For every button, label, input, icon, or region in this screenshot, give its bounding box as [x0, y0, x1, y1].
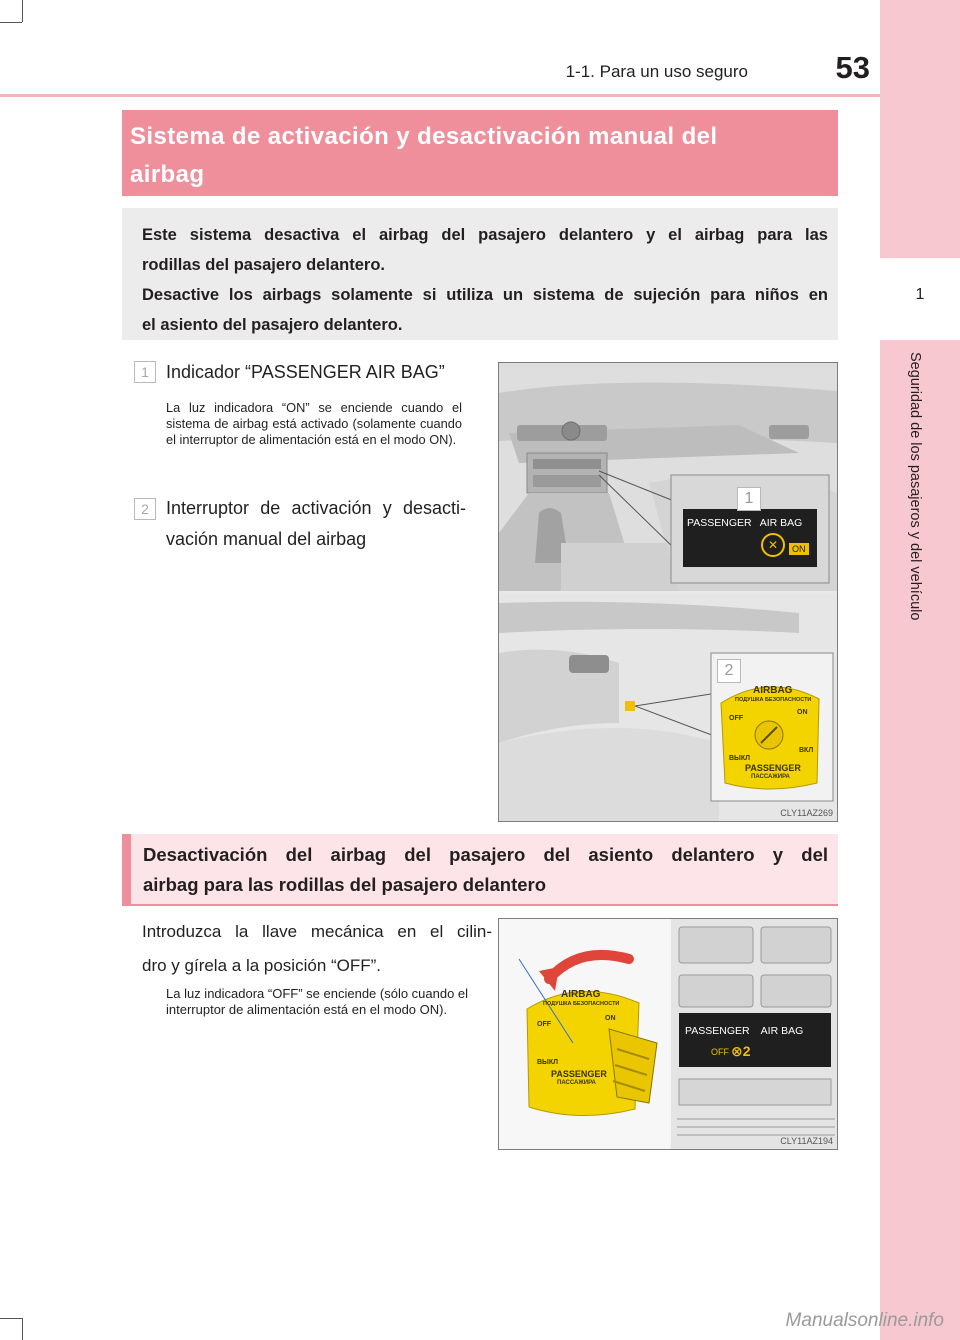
switch-label-passenger: PASSENGER [745, 763, 801, 773]
airbag-off-indicator-icon: ⊗2 [731, 1043, 751, 1059]
figure-callout-2: 2 [717, 659, 741, 683]
switch-label-airbag: AIRBAG [753, 685, 793, 696]
figure-code: CLY11AZ194 [780, 1136, 833, 1146]
chapter-title: Seguridad de los pasajeros y del vehículo [907, 352, 923, 621]
intro-line: rodillas del pasajero delantero. [142, 256, 385, 274]
intro-line: Este sistema desactiva el airbag del pasajero delantero y el airbag para las [142, 226, 828, 244]
indicator-on-light: ON [789, 543, 809, 555]
item-heading [166, 494, 466, 553]
step-line: dro y gírela a la posición “OFF”. [142, 956, 382, 975]
switch-label-passenger-ru: ПАССАЖИРА [557, 1080, 596, 1086]
subsection-title-line: airbag para las rodillas del pasajero delantero [143, 874, 547, 895]
switch-label-on: ON [797, 709, 808, 716]
intro-line: el asiento del pasajero delantero. [142, 316, 403, 334]
crop-mark [22, 1318, 23, 1340]
figure-callout-1: 1 [737, 487, 761, 511]
dashboard-illustration [499, 363, 837, 821]
header-rule [0, 94, 880, 97]
switch-label-airbag-ru: ПОДУШКА БЕЗОПАСНОСТИ [543, 1001, 620, 1007]
intro-line: Desactive los airbags solamente si utiliza un sistema de sujeción para niños en [142, 286, 828, 304]
running-header: 1-1. Para un uso seguro [565, 62, 748, 81]
switch-label-off-ru: ВЫКЛ [537, 1059, 559, 1066]
crop-mark [22, 0, 23, 22]
item-number-badge: 2 [134, 498, 156, 520]
item-heading: Indicador “PASSENGER AIR BAG” [166, 362, 445, 382]
airbag-indicator-icon: ✕ [761, 533, 785, 557]
switch-label-passenger-ru: ПАССАЖИРА [751, 774, 790, 780]
switch-label-off: OFF [537, 1021, 551, 1028]
step-line: Introduzca la llave mecánica en el cilin- [142, 922, 492, 941]
indicator-label: PASSENGER AIR BAG [687, 517, 803, 529]
indicator-off-light: OFF [711, 1047, 729, 1057]
switch-label-on-ru: ВКЛ [799, 747, 814, 754]
switch-label-off-ru: ВЫКЛ [729, 755, 751, 762]
switch-label-passenger: PASSENGER [551, 1069, 607, 1079]
switch-label-off: OFF [729, 715, 743, 722]
step-note: La luz indicadora “OFF” se enciende (sólo cuando el interruptor de alimentación está en el modo ON). [166, 986, 469, 1017]
crop-mark [0, 22, 22, 23]
item-description: La luz indicadora “ON” se enciende cuando el sistema de airbag está activado (solamente cuando el interruptor de alimentación está en el modo ON). [166, 400, 462, 447]
indicator-label: PASSENGER AIR BAG [685, 1025, 804, 1037]
page-number: 53 [835, 50, 870, 85]
figure-deactivate-switch [498, 918, 838, 1150]
section-title-box [122, 110, 838, 196]
step-instruction [142, 918, 492, 980]
crop-mark [0, 1318, 22, 1319]
item-number-badge: 1 [134, 361, 156, 383]
section-title-line: Sistema de activación y desactivación manual del [130, 123, 718, 150]
intro-box [122, 208, 838, 340]
item-heading-line: Interruptor de activación y desacti- [166, 498, 466, 518]
item-heading-line: vación manual del airbag [166, 529, 367, 549]
figure-airbag-indicator-and-switch [498, 362, 838, 822]
section-title-line: airbag [130, 161, 205, 188]
subsection-title-line: Desactivación del airbag del pasajero del asiento delantero y del [143, 844, 828, 865]
switch-label-airbag: AIRBAG [561, 989, 601, 1000]
subsection-title-box [122, 834, 838, 906]
chapter-sidebar [880, 0, 960, 1340]
watermark: Manualsonline.info [785, 1310, 944, 1331]
switch-label-airbag-ru: ПОДУШКА БЕЗОПАСНОСТИ [735, 697, 812, 703]
switch-label-on: ON [605, 1015, 616, 1022]
figure-code: CLY11AZ269 [780, 808, 833, 818]
chapter-number: 1 [915, 286, 925, 303]
